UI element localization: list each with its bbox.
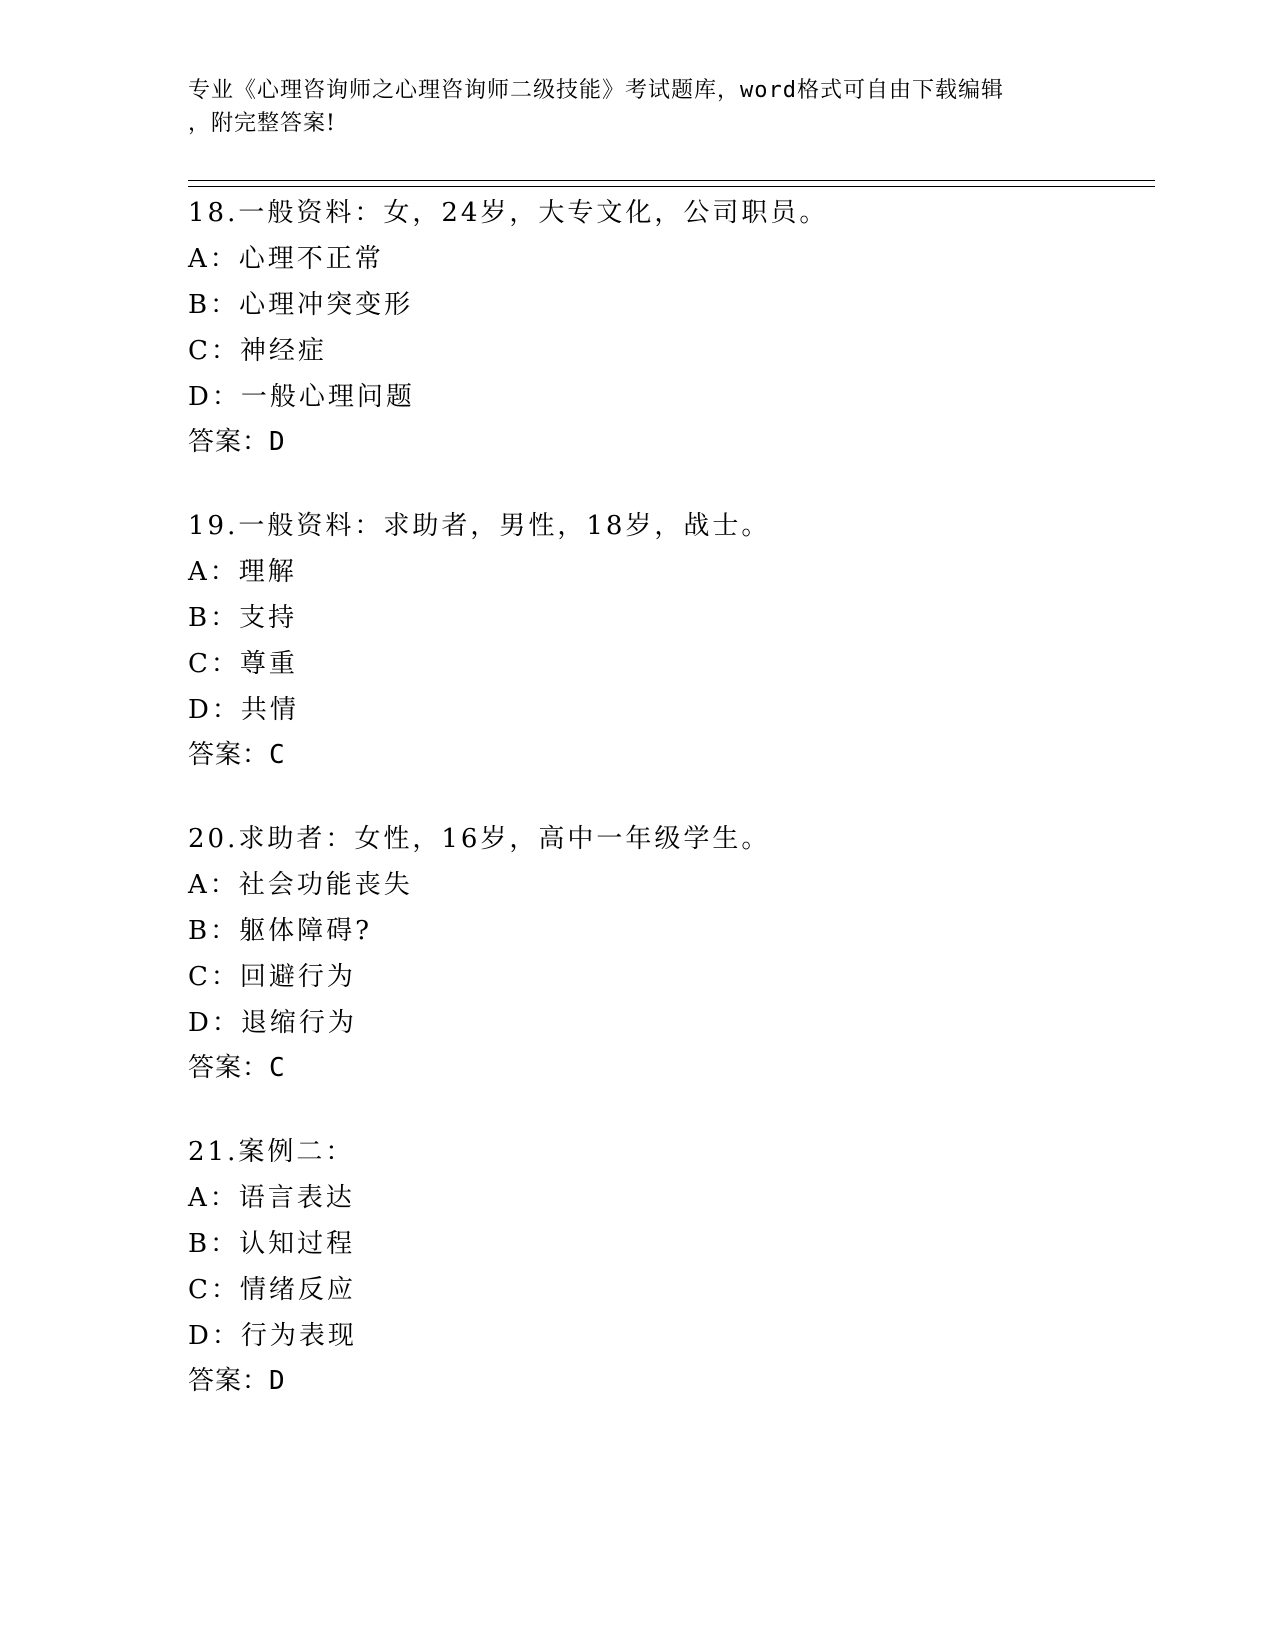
question-stem: 18.一般资料：女，24岁，大专文化，公司职员。	[188, 198, 829, 228]
answer-value: D	[269, 427, 286, 457]
header-divider-bottom	[188, 186, 1155, 187]
option-a: A：社会功能丧失	[188, 870, 413, 900]
answer-value: C	[269, 740, 286, 770]
question-21	[188, 1129, 1148, 1403]
option-b: B：认知过程	[188, 1229, 356, 1259]
header-divider-top	[188, 180, 1155, 181]
option-b: B：心理冲突变形	[188, 290, 414, 320]
document-header	[188, 74, 1088, 140]
option-c: C：情绪反应	[188, 1275, 356, 1305]
option-d: D：共情	[188, 695, 299, 725]
option-d: D：行为表现	[188, 1321, 357, 1351]
answer-line	[188, 1359, 1148, 1403]
answer-label: 答案：	[188, 427, 270, 457]
option-c: C：回避行为	[188, 962, 356, 992]
answer-value: D	[269, 1366, 286, 1396]
question-stem: 21.案例二：	[188, 1137, 355, 1167]
question-stem: 20.求助者：女性，16岁，高中一年级学生。	[188, 824, 771, 854]
header-word-format: word	[740, 78, 797, 103]
answer-label: 答案：	[188, 1366, 270, 1396]
answer-value: C	[269, 1053, 286, 1083]
option-c: C：尊重	[188, 649, 298, 679]
option-a: A：心理不正常	[188, 244, 384, 274]
answer-label: 答案：	[188, 1053, 270, 1083]
option-d: D：一般心理问题	[188, 382, 415, 412]
question-19	[188, 503, 1148, 777]
header-title-prefix: 专业《心理咨询师之心理咨询师二级技能》考试题库，	[188, 78, 741, 103]
option-b: B：支持	[188, 603, 298, 633]
answer-line	[188, 733, 1148, 777]
header-line-1	[188, 74, 1088, 107]
header-line-2: ，附完整答案!	[188, 111, 336, 136]
question-18	[188, 190, 1148, 464]
option-d: D：退缩行为	[188, 1008, 357, 1038]
question-list	[188, 190, 1148, 1442]
option-a: A：语言表达	[188, 1183, 355, 1213]
question-stem: 19.一般资料：求助者，男性，18岁，战士。	[188, 511, 771, 541]
answer-label: 答案：	[188, 740, 270, 770]
option-a: A：理解	[188, 557, 297, 587]
answer-line	[188, 1046, 1148, 1090]
answer-line	[188, 420, 1148, 464]
question-20	[188, 816, 1148, 1090]
option-c: C：神经症	[188, 336, 327, 366]
option-b: B：躯体障碍?	[188, 916, 373, 946]
header-title-suffix: 格式可自由下载编辑	[797, 78, 1005, 103]
